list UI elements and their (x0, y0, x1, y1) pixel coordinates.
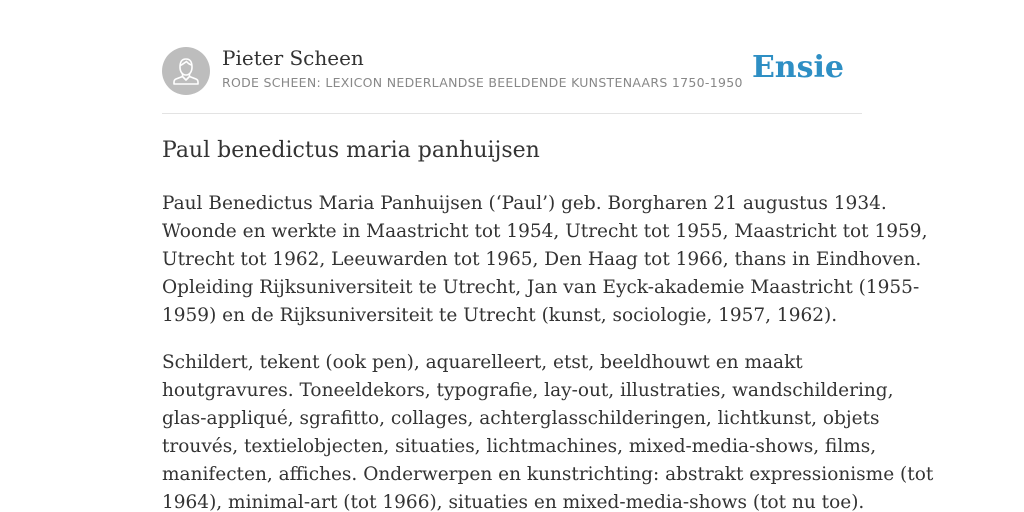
text-line: Schildert, tekent (ook pen), aquarelleert, etst, beeldhouwt en maakt (162, 352, 803, 373)
text-line: Opleiding Rijksuniversiteit te Utrecht, Jan van Eyck-akademie Maastricht (1955- (162, 277, 920, 298)
header (162, 46, 862, 96)
user-icon (162, 47, 210, 95)
article-title: Paul benedictus maria panhuijsen (162, 138, 540, 163)
article-body (162, 190, 934, 512)
author-avatar[interactable] (162, 47, 210, 95)
text-line: Woonde en werkte in Maastricht tot 1954, Utrecht tot 1955, Maastricht tot 1959, (162, 221, 928, 242)
text-line: Paul Benedictus Maria Panhuijsen (‘Paul’) geb. Borgharen 21 augustus 1934. (162, 193, 887, 214)
brand-logo[interactable]: Ensie (751, 50, 844, 85)
text-line: trouvés, textielobjecten, situaties, lichtmachines, mixed-media-shows, films, (162, 436, 877, 457)
source-title[interactable]: RODE SCHEEN: LEXICON NEDERLANDSE BEELDENDE KUNSTENAARS 1750-1950 (222, 75, 743, 90)
text-line: glas-appliqué, sgrafitto, collages, achterglasschilderingen, lichtkunst, objets (162, 408, 880, 429)
paragraph (162, 190, 928, 330)
text-line: Utrecht tot 1962, Leeuwarden tot 1965, Den Haag tot 1966, thans in Eindhoven. (162, 249, 922, 270)
author-name[interactable]: Pieter Scheen (222, 46, 364, 70)
text-line: houtgravures. Toneeldekors, typografie, lay-out, illustraties, wandschildering, (162, 380, 894, 401)
header-divider (162, 113, 862, 114)
text-line: manifecten, affiches. Onderwerpen en kunstrichting: abstrakt expressionisme (tot (162, 464, 934, 485)
paragraph (162, 349, 934, 512)
text-line: 1964), minimal-art (tot 1966), situaties en mixed-media-shows (tot nu toe). (162, 492, 865, 512)
text-line: 1959) en de Rijksuniversiteit te Utrecht (kunst, sociologie, 1957, 1962). (162, 305, 838, 326)
